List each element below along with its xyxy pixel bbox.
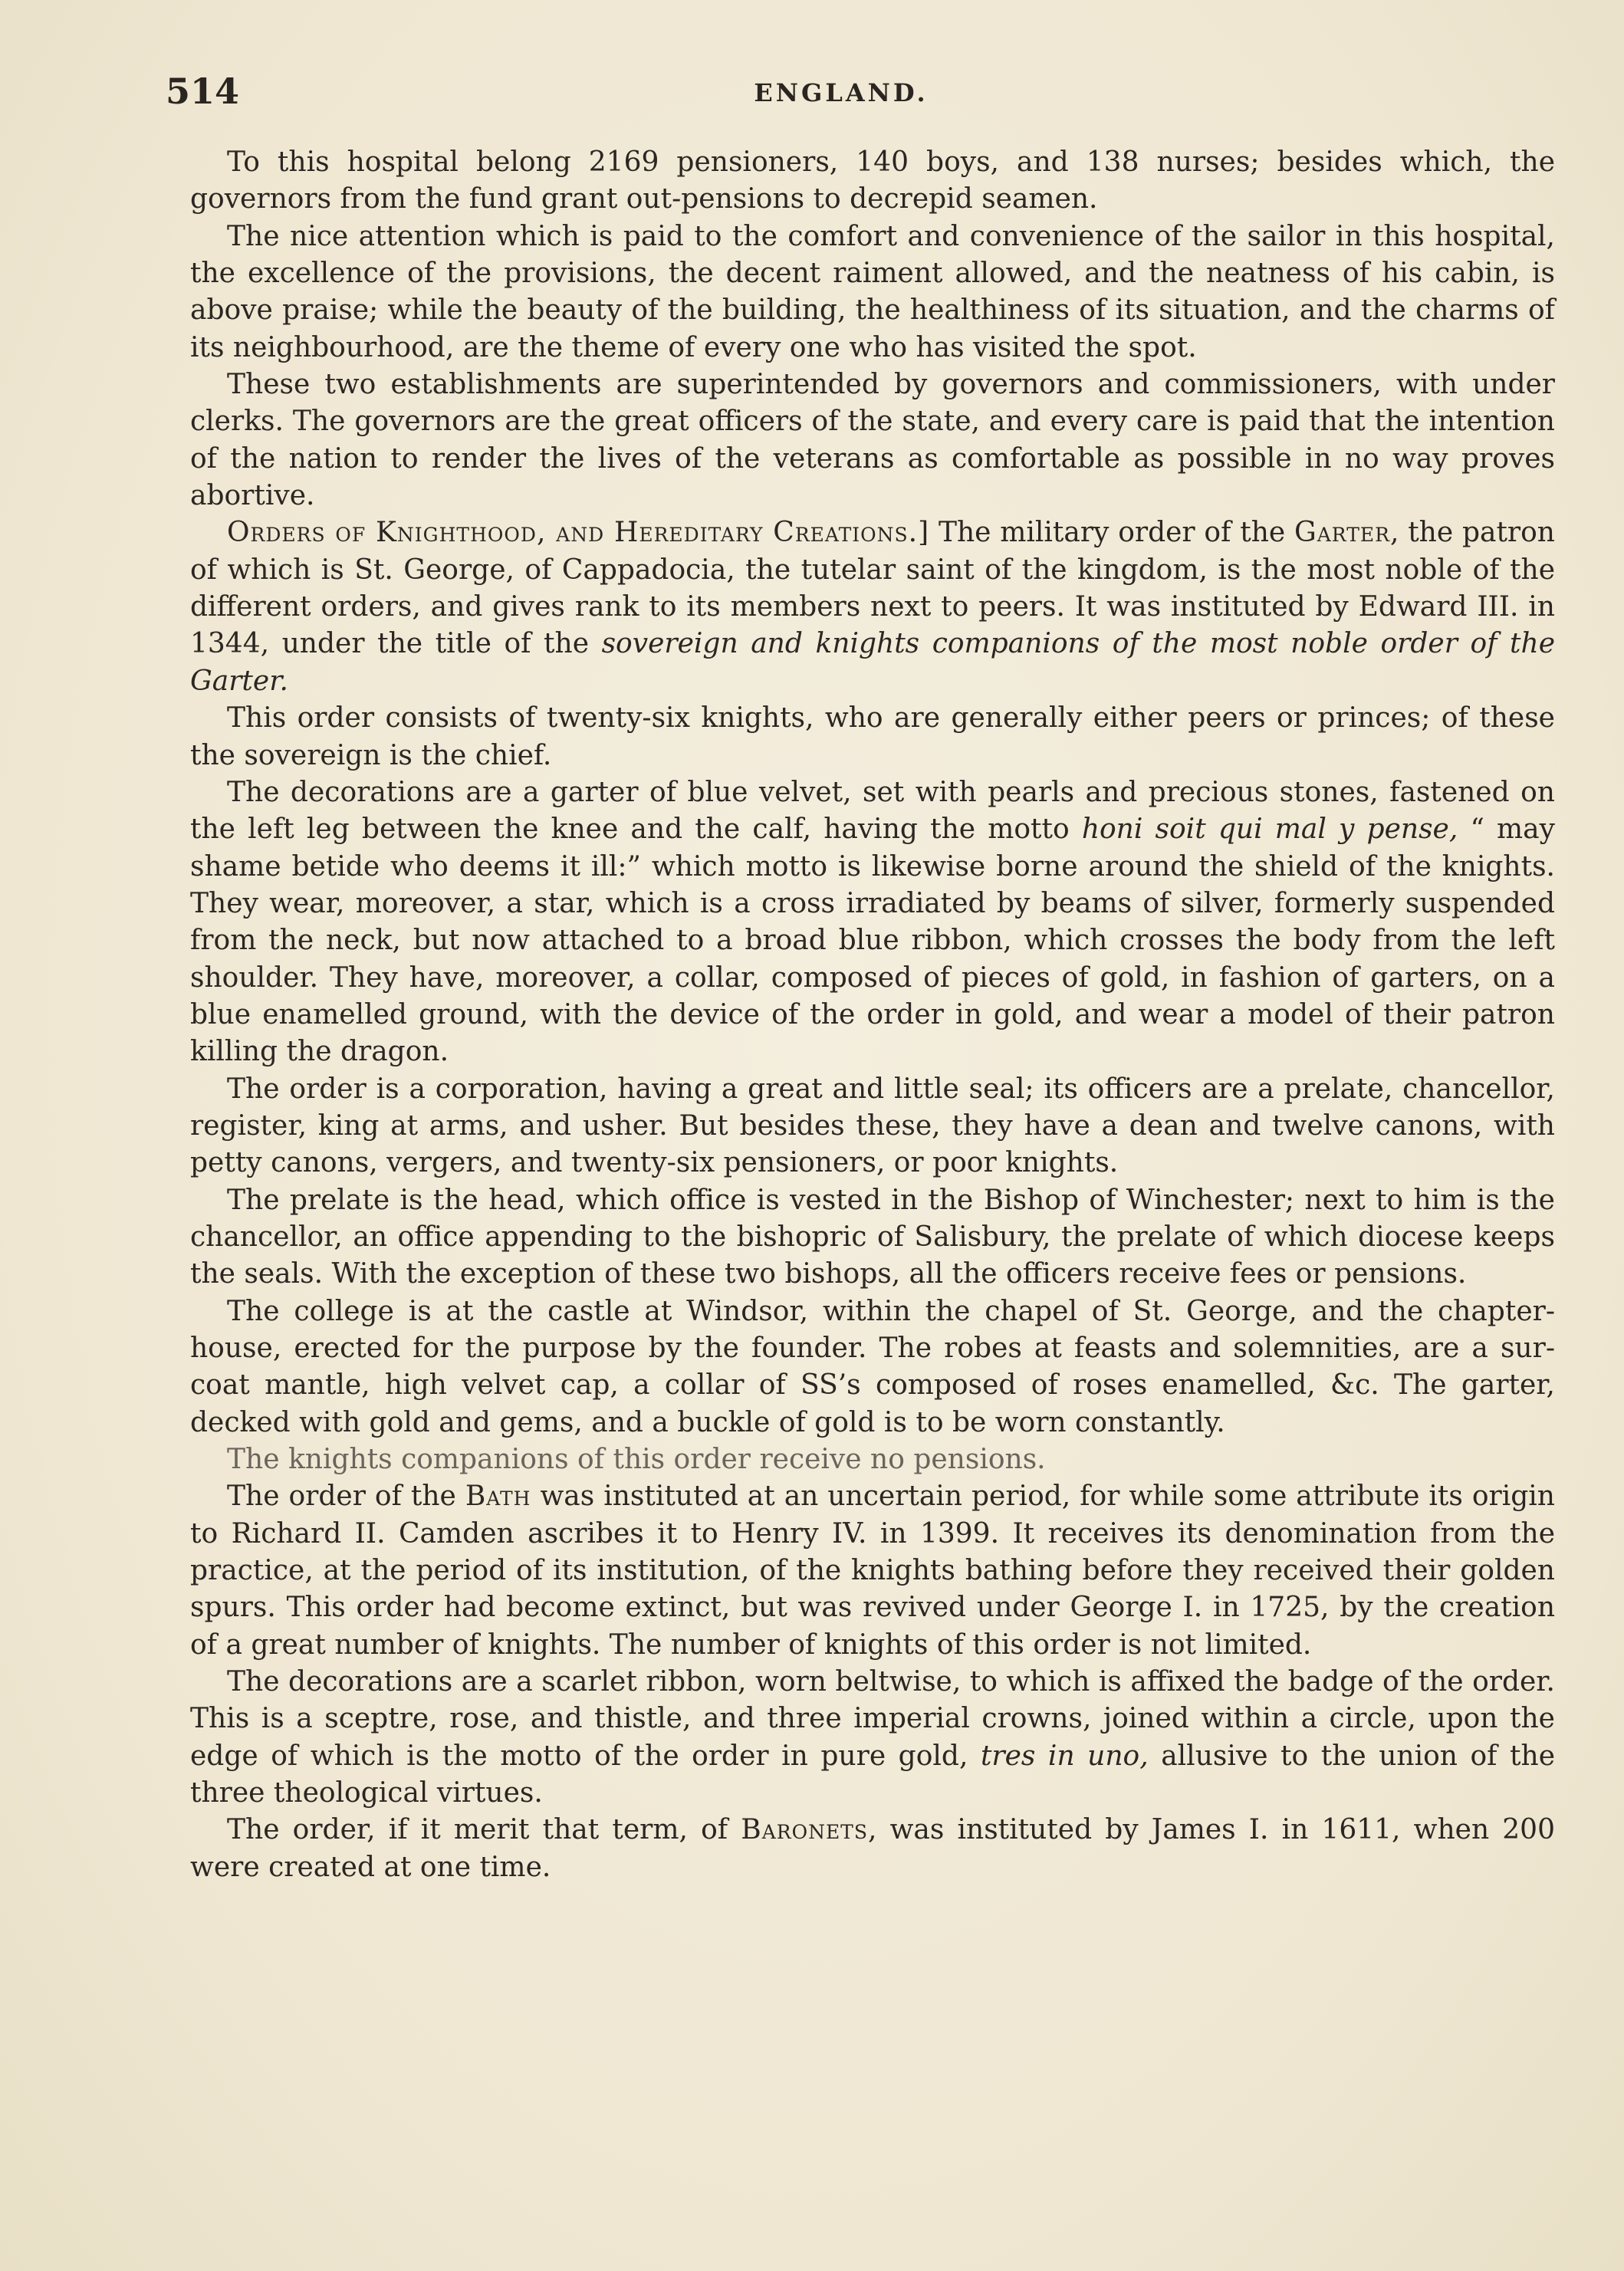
- paragraph-no-pensions: The knights companions of this order receive no pensions.: [227, 1444, 1046, 1476]
- page-number: 514: [166, 71, 240, 112]
- paragraph-hospital-pensioners: To this hospital belong 2169 pensioners, 140 boys, and 138 nurses; besides which, the governors from the fund grant out-pensions to decrepid seamen.: [190, 146, 1555, 215]
- text-segment: was instituted at an uncertain period, for while some attribute its origin to Richard II. Camden ascribes it to Henry IV. in 1399. It receives its denomination from the practice, at the period of its institution, of the knights bathing before they received their golden spurs. This order had become extinct, but was revived under George I. in 1725, by the creation of a great number of knights. The number of knights of this order is not limited.: [190, 1481, 1555, 1661]
- body-text: [190, 144, 1555, 1886]
- text-segment: The order, if it merit that term, of: [227, 1814, 728, 1846]
- paragraph-order-composition: This order consists of twenty-six knights, who are generally either peers or princes; of these the sovereign is the chief.: [190, 702, 1555, 771]
- text-segment: The military order of the: [938, 517, 1286, 549]
- paragraph-order-of-bath: [190, 1478, 1555, 1664]
- term-bath: Bath: [465, 1481, 531, 1513]
- garter-motto: honi soit qui mal y pense,: [1081, 813, 1458, 846]
- paragraph-corporation: The order is a corporation, having a great and little seal; its officers are a prelate, chancellor, register, king at arms, and usher. But besides these, they have a dean and twelve canons, with petty canons, vergers, and twenty-six pensioners, or poor knights.: [190, 1073, 1555, 1179]
- section-heading-orders: Orders of Knighthood, and Hereditary Creations.]: [227, 517, 930, 549]
- text-segment: The order of the: [227, 1481, 456, 1513]
- paragraph-baronets: [190, 1812, 1555, 1886]
- paragraph-garter-decorations: [190, 774, 1555, 1071]
- text-segment: , the patron of which is St. George, of Cappadocia, the tutelar saint of the kingdom, is the most noble of the different orders, and gives rank to its members next to peers. It was instituted by Edward III. in 1344, under the title of the: [190, 517, 1555, 660]
- garter-title-italic: sovereign and knights companions of the most noble order of the Garter.: [190, 628, 1555, 697]
- paragraph-establishments: These two establishments are superintended by governors and commissioners, with under clerks. The governors are the great officers of the state, and every care is paid that the intention of the nation to render the lives of the veterans as comfortable as possible in no way proves abortive.: [190, 369, 1555, 512]
- text-segment: The decorations are a garter of blue velvet, set with pearls and precious stones, fastened on the left leg between the knee and the calf, having the motto: [190, 776, 1555, 846]
- text-segment: , was instituted by James I. in 1611, when 200 were created at one time.: [190, 1814, 1555, 1883]
- bath-motto: tres in uno,: [980, 1740, 1149, 1772]
- term-baronets: Baronets: [741, 1814, 868, 1846]
- paragraph-prelate: The prelate is the head, which office is vested in the Bishop of Winchester; next to him is the chancellor, an office appending to the bishopric of Salisbury, the prelate of which diocese keeps the seals. With the exception of these two bishops, all the officers receive fees or pensions.: [190, 1184, 1555, 1290]
- paragraph-sailor-comfort: The nice attention which is paid to the comfort and convenience of the sailor in this hospital, the excellence of the provisions, the decent raiment allowed, and the neatness of his cabin, is above praise; while the beauty of the building, the healthiness of its situation, and the charms of its neighbourhood, are the theme of every one who has visited the spot.: [190, 220, 1555, 363]
- text-segment: The decorations are a scarlet ribbon, worn beltwise, to which is affixed the badge of the order. This is a sceptre, rose, and thistle, and three imperial crowns, joined within a circle, upon the edge of which is the motto of the order in pure gold,: [190, 1666, 1555, 1772]
- paragraph-bath-decorations: [190, 1664, 1555, 1812]
- text-segment: “ may shame betide who deems it ill:” which motto is likewise borne around the shield of the knights. They wear, moreover, a star, which is a cross irradiated by beams of silver, formerly suspended from the neck, but now attached to a broad blue ribbon, which crosses the body from the left shoulder. They have, moreover, a collar, composed of pieces of gold, in fashion of garters, on a blue enamelled ground, with the device of the order in gold, and wear a model of their patron killing the dragon.: [190, 813, 1555, 1068]
- page-header: [166, 71, 1517, 117]
- text-segment: allusive to the union of the three theological virtues.: [190, 1740, 1555, 1809]
- term-garter: Garter: [1294, 517, 1390, 549]
- running-head: ENGLAND.: [754, 78, 929, 107]
- paragraph-orders-of-knighthood: [190, 514, 1555, 700]
- paragraph-college: The college is at the castle at Windsor, within the chapel of St. George, and the chapter-house, erected for the purpose by the founder. The robes at feasts and solemnities, are a sur-coat mantle, high velvet cap, a collar of SS’s composed of roses enamelled, &c. The garter, decked with gold and gems, and a buckle of gold is to be worn constantly.: [190, 1295, 1555, 1438]
